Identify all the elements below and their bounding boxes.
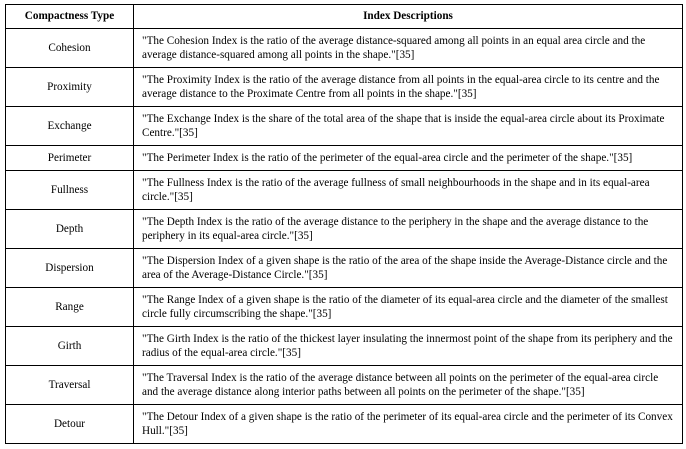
index-description-cell: "The Proximity Index is the ratio of the average distance from all points in the equal-area circle to its centre and the average distance to the Proximate Centre from all points in the shape."[35]	[134, 68, 683, 107]
table-row	[6, 107, 683, 146]
table-row	[6, 146, 683, 171]
index-description-cell: "The Depth Index is the ratio of the average distance to the periphery in the shape and the average distance to the periphery in its equal-area circle."[35]	[134, 210, 683, 249]
compactness-type-cell: Perimeter	[6, 146, 134, 171]
compactness-type-cell: Exchange	[6, 107, 134, 146]
compactness-type-cell: Range	[6, 288, 134, 327]
table-row	[6, 327, 683, 366]
compactness-type-cell: Girth	[6, 327, 134, 366]
table-row	[6, 249, 683, 288]
index-description-cell: "The Girth Index is the ratio of the thickest layer insulating the innermost point of the shape from its periphery and the radius of the equal-area circle."[35]	[134, 327, 683, 366]
table-row	[6, 171, 683, 210]
compactness-type-cell: Detour	[6, 405, 134, 444]
compactness-type-cell: Fullness	[6, 171, 134, 210]
table-row	[6, 405, 683, 444]
table-header-row	[6, 5, 683, 29]
compactness-type-cell: Proximity	[6, 68, 134, 107]
index-description-cell: "The Perimeter Index is the ratio of the perimeter of the equal-area circle and the perimeter of the shape."[35]	[134, 146, 683, 171]
table-row	[6, 29, 683, 68]
compactness-type-cell: Cohesion	[6, 29, 134, 68]
index-description-cell: "The Dispersion Index of a given shape is the ratio of the area of the shape inside the Average-Distance circle and the area of the Average-Distance Circle."[35]	[134, 249, 683, 288]
table-row	[6, 366, 683, 405]
compactness-index-table	[5, 4, 683, 444]
header-compactness-type: Compactness Type	[6, 5, 134, 29]
table-row	[6, 210, 683, 249]
table-row	[6, 288, 683, 327]
index-description-cell: "The Cohesion Index is the ratio of the average distance-squared among all points in an equal area circle and the average distance-squared among all points in the shape."[35]	[134, 29, 683, 68]
index-description-cell: "The Traversal Index is the ratio of the average distance between all points on the perimeter of the equal-area circle and the average distance along interior paths between all points on the perimeter of the shape."[35]	[134, 366, 683, 405]
index-description-cell: "The Range Index of a given shape is the ratio of the diameter of its equal-area circle and the diameter of the smallest circle fully circumscribing the shape."[35]	[134, 288, 683, 327]
compactness-type-cell: Depth	[6, 210, 134, 249]
compactness-type-cell: Traversal	[6, 366, 134, 405]
header-index-descriptions: Index Descriptions	[134, 5, 683, 29]
index-description-cell: "The Fullness Index is the ratio of the average fullness of small neighbourhoods in the shape and in its equal-area circle."[35]	[134, 171, 683, 210]
compactness-type-cell: Dispersion	[6, 249, 134, 288]
index-description-cell: "The Detour Index of a given shape is the ratio of the perimeter of its equal-area circle and the perimeter of its Convex Hull."[35]	[134, 405, 683, 444]
index-description-cell: "The Exchange Index is the share of the total area of the shape that is inside the equal-area circle about its Proximate Centre."[35]	[134, 107, 683, 146]
table-row	[6, 68, 683, 107]
